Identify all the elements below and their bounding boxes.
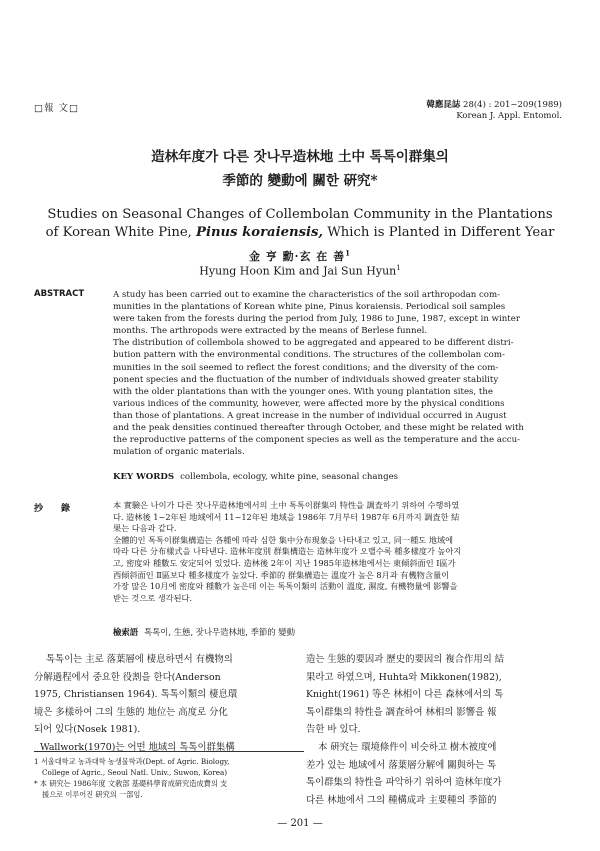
abstract-line: ponent species and the fluctuation of the number of individuals showed greater stability [113,374,499,385]
abstract-line: various indices of the community, however, were affected more by the physical conditions [113,398,505,409]
journal-volume: 28(4) : 201~209(1989) [463,100,562,110]
abstract-body [113,289,573,458]
footnote-rule [34,751,304,752]
abstract-line: munities in the soil seemed to reflect the forest conditions; and the diversity of the com- [113,362,499,373]
korean-abstract-line: 가장 많은 10月에 密度와 種數가 높은데 이는 톡톡이類의 活動이 溫度, 濕度, 有機物量에 影響을 [113,581,458,592]
korean-abstract-line: 다. 造林後 1~2年된 地域에서 11~12年된 地域을 1986年 7月부터 1987年 6月까지 調査한 結 [113,511,460,522]
authors-korean: 金 亨 勳·玄 在 善$^1$ [248,248,352,263]
abstract-label: ABSTRACT [34,289,85,299]
body-column-right [306,651,568,809]
korean-title-line-1: 造林年度가 다른 잣나무造林地 土中 톡톡이群集의 [151,149,449,165]
body-line: 境은 多樣하여 그의 生態的 地位는 高度로 分化 [34,706,228,718]
korean-abstract-line: 果는 다음과 같다. [113,523,177,534]
abstract-line: months. The arthropods were extracted by the means of Berlese funnel. [113,326,428,337]
journal-reference [426,100,562,122]
body-line: 톡이群集의 特性을 파악하기 위하여 造林年度가 [306,777,502,789]
footnote-line: * 本 硏究는 1986年度 文敎部 基礎科學育成硏究造成費의 支 [34,779,228,788]
body-line: 本 硏究는 環境條件이 비슷하고 樹木被度에 [318,741,497,753]
korean-abstract-line: 고, 密度와 種數도 安定되어 있었다. 造林後 2年이 지난 1985年造林地에서는 東傾斜面인 Ⅰ區가 [113,557,456,568]
abstract-line: the reproductive patterns of the component species as well as the temperature and the accu- [113,435,521,446]
body-line: 分解過程에서 중요한 役割을 한다(Anderson [34,671,221,683]
footnotes [34,756,304,800]
journal-name-ko: 韓應昆誌 [426,100,461,110]
korean-abstract-body [113,500,573,604]
footnote-line: College of Agric., Seoul Natl. Univ., Suwon, Korea) [42,768,228,777]
body-line: Wallwork(1970)는 어떤 地域의 톡톡이群集構 [40,741,235,753]
key-words-label: KEY WORDS [113,472,175,482]
abstract-line: mulation of organic materials. [113,447,245,458]
footnote-line: 1 서울대학교 농과대학 농생물학과(Dept. of Agric. Biology, [34,757,230,766]
body-line: 되어 있다(Nosek 1981). [34,724,141,736]
abstract-line: bution pattern with the environmental conditions. The structures of the collembolan com- [113,350,505,361]
authors-english: Hyung Hoon Kim and Jai Sun Hyun$^1$ [199,264,401,278]
key-words [113,472,398,482]
korean-abstract-line: 西傾斜面인 Ⅱ區보다 種多樣度가 높았다. 季節的 群集構造는 溫度가 높은 8月과 有機物含量이 [113,569,450,580]
korean-abstract-line: 本 實驗은 나이가 다른 잣나무造林地에서의 土中 톡톡이群集의 特性을 調査하기 위하여 수행하였 [113,500,460,510]
abstract-line: munities in the plantations of Korean white pine, Pinus koraiensis. Periodical soil samples [113,302,506,313]
abstract-line: A study has been carried out to examine the characteristics of the soil arthropodan com- [113,290,501,300]
author-superscript-en: 1 [396,264,401,272]
body-line: 톡톡이는 主로 落葉層에 棲息하면서 有機物의 [46,654,233,665]
english-title-part-b: Which is Planted in Different Year [323,225,555,240]
korean-abstract-label: 抄 錄 [34,504,71,514]
section-label: □報 文□ [34,103,79,114]
abstract-line: were taken from the forests during the period from July, 1986 to June, 1987, except in winter [113,314,520,325]
english-title-line-2 [0,224,600,242]
korean-abstract-line: 받는 것으로 생각된다. [113,592,192,603]
korean-title-line-2: 季節的 變動에 關한 硏究* [222,173,378,189]
abstract-line: with the older plantations than with the younger ones. With young plantation sites, the [113,386,493,397]
page-number: — 201 — [277,818,323,829]
korean-keywords [113,626,295,638]
journal-name-en: Korean J. Appl. Entomol. [456,111,562,121]
body-line: 差가 있는 地域에서 落葉層分解에 關與하는 톡 [306,759,497,771]
species-name: Pinus koraiensis, [196,225,324,240]
body-line: Knight(1961) 等은 林相이 다른 森林에서의 톡 [306,689,504,701]
body-column-left [34,651,304,757]
abstract-line: than those of plantations. A great increase in the number of individual occurred in August [113,410,507,421]
korean-keywords-text: 톡톡이, 生態, 잣나무造林地, 季節的 變動 [144,627,296,637]
english-title-part-a: of Korean White Pine, [45,225,197,240]
korean-abstract-line: 全體的인 톡톡이群集構造는 各種에 따라 심한 集中分布現象을 나타내고 있고, 同一種도 地域에 [113,534,454,545]
body-line: 造는 生態的要因과 歷史的要因의 複合作用의 結 [306,654,505,665]
body-line: 1975, Christiansen 1964). 톡톡이類의 棲息環 [34,689,238,701]
english-title-line-1: Studies on Seasonal Changes of Collembolan Community in the Plantations [47,207,553,222]
author-superscript: 1 [345,248,352,258]
abstract-line: and the peak densities continued thereafter through October, and these might be related with [113,423,524,434]
abstract-line: The distribution of collembola showed to be aggregated and appeared to be different distri- [113,338,514,349]
korean-keywords-label: 檢索語 [113,627,139,637]
body-line: 톡이群集의 特性을 調査하여 林相의 影響을 報 [306,706,497,718]
key-words-text: collembola, ecology, white pine, seasonal changes [180,472,399,482]
footnote-line: 援으로 이루어진 硏究의 一部임. [42,790,143,799]
body-line: 告한 바 있다. [306,724,361,736]
body-line: 果라고 하였으며, Huhta와 Mikkonen(1982), [306,671,502,683]
korean-abstract-line: 따라 다른 分布樣式을 나타낸다. 造林年度別 群集構造는 造林年度가 오랠수록 種多樣度가 높아지 [113,546,462,557]
body-line: 다른 林地에서 그의 種構成과 主要種의 季節的 [306,794,497,806]
